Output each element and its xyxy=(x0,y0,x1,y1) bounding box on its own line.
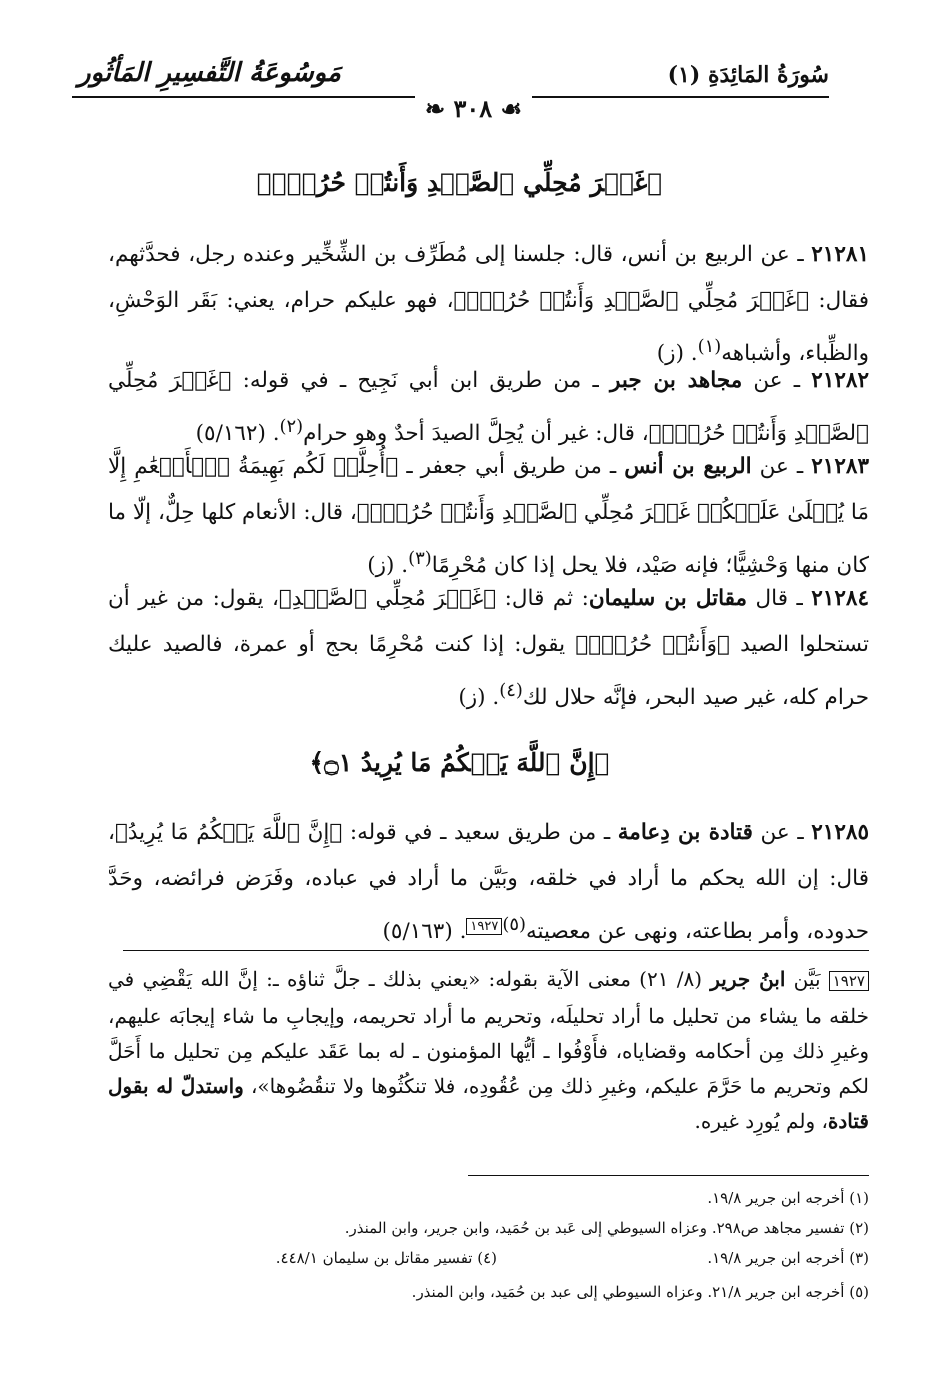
comment-reference-box: ١٩٢٧ xyxy=(466,918,502,935)
narration-21282 xyxy=(108,358,869,457)
narration-number: ٢١٢٨٣ xyxy=(811,454,869,479)
narration-text: ـ من طريق ابن أبي نَجِيح ـ في قوله: ﴿غَيۡرَ مُحِلِّي ٱلصَّيۡدِ وَأَنتُمۡ حُرُمٌۗ﴾، قال: غير أن يُحِلَّ الصيدَ أحدٌ وهو حرام xyxy=(108,368,869,447)
footnote-5: (٥) أخرجه ابن جرير ٢١/٨. وعزاه السيوطي إلى عبد بن حُمَيد، وابن المنذر. xyxy=(411,1283,869,1301)
commentary-number-box: ١٩٢٧ xyxy=(829,971,869,991)
narration-end: . (٥/١٦٣) xyxy=(382,919,467,945)
narration-end: . (ز) xyxy=(458,685,500,711)
narrator-name: قتادة بن دِعامة xyxy=(617,820,753,845)
commentary-text-3: ، ولم يُورِد غيره. xyxy=(694,1109,828,1133)
narration-text: ـ من طريق أبي جعفر ـ ﴿أُحِلَّتۡ لَكُم بَهِيمَةُ ٱلۡأَنۡعَٰمِ إِلَّا مَا يُتۡلَىٰ عَلَيۡكُمۡ غَيۡرَ مُحِلِّي ٱلصَّيۡدِ وَأَنتُمۡ حُرُمٌۗ﴾، قال: الأنعام كلها حِلٌّ، إلّا ما كان منها وَحْشِيًّا؛ فإنه صَيْد، فلا يحل إذا كان مُحْرِمًا xyxy=(108,454,869,579)
narration-text: ـ من طريق سعيد ـ في قوله: ﴿إِنَّ ٱللَّهَ يَحۡكُمُ مَا يُرِيدُ﴾، قال: إن الله يحكم ما أراد في خلقه، وبَيَّن ما أراد في عباده، وفَرَض فرائضه، وحَدَّ حدوده، وأمر بطاعته، ونهى عن معصيته xyxy=(108,820,869,945)
page-number: ❧ ٣٠٨ ☙ xyxy=(415,94,532,123)
footnote-3: (٣) أخرجه ابن جرير ١٩/٨. xyxy=(707,1249,869,1267)
narration-pre: ـ قال xyxy=(747,586,812,611)
narration-21284 xyxy=(108,576,869,721)
narration-number: ٢١٢٨٢ xyxy=(811,368,870,393)
narration-21281 xyxy=(108,232,869,377)
page-number-text: ٣٠٨ xyxy=(453,94,493,123)
narrator-name: الربيع بن أنس xyxy=(624,454,752,479)
narration-end: . (٥/١٦٢) xyxy=(195,421,280,447)
footnote-marker: (٣) xyxy=(408,548,432,569)
narrator-name: مجاهد بن جبر xyxy=(609,368,743,393)
narrator-name: مقاتل بن سليمان xyxy=(588,586,748,611)
verse-heading-1: ﴿غَيۡرَ مُحِلِّي ٱلصَّيۡدِ وَأَنتُمۡ حُرُمٌۗ﴾ xyxy=(256,168,663,197)
narration-pre: ـ عن xyxy=(751,454,812,479)
footnote-marker: (٢) xyxy=(279,416,304,437)
running-header-book-title: مَوسُوعَةُ التَّفسِيرِ المَأثُور xyxy=(78,58,341,88)
footnote-marker: (٤) xyxy=(499,680,523,701)
commentary-bold-text: واستدلّ له بقول قتادة xyxy=(108,1074,869,1133)
footnote-1: (١) أخرجه ابن جرير ١٩/٨. xyxy=(707,1189,869,1207)
narration-pre: ـ عن xyxy=(752,820,812,845)
narration-number: ٢١٢٨١ xyxy=(811,242,869,267)
narration-end: . (ز) xyxy=(367,553,409,579)
narration-21285 xyxy=(108,810,869,955)
footnote-marker: (٥) xyxy=(502,914,526,935)
narration-text: ـ عن الربيع بن أنس، قال: جلسنا إلى مُطَرِّف بن الشِّخِّير وعنده رجل، فحدَّثهم، فقال: ﴿غَيۡرَ مُحِلِّي ٱلصَّيۡدِ وَأَنتُمۡ حُرُمٌۗ﴾، فهو عليكم حرام، يعني: بَقَر الوَحْشِ، والظِّباء، وأشباهه xyxy=(108,242,869,367)
footnote-4: (٤) تفسير مقاتل بن سليمان ٤٤٨/١. xyxy=(275,1249,497,1267)
running-header-surah: سُورَةُ المَائِدَةِ (١) xyxy=(667,62,829,88)
narration-end: . (ز) xyxy=(656,341,698,367)
commentary xyxy=(108,962,869,1139)
narration-number: ٢١٢٨٥ xyxy=(811,820,869,845)
verse-heading-2: ﴿إِنَّ ٱللَّهَ يَحۡكُمُ مَا يُرِيدُ ۝١﴾ xyxy=(309,748,610,777)
narration-text: : ثم قال: ﴿غَيۡرَ مُحِلِّي ٱلصَّيۡدِ﴾، يقول: من غير أن تستحلوا الصيد ﴿وَأَنتُمۡ حُرُمٌۗ﴾ يقول: إذا كنت مُحْرِمًا بحج أو عمرة، فالصيد عليك حرام كله، غير صيد البحر، فإنَّه حلال لك xyxy=(108,586,869,711)
commentary-rule xyxy=(123,950,869,951)
narration-number: ٢١٢٨٤ xyxy=(811,586,869,611)
commentary-author: ابنُ جرير xyxy=(710,967,786,991)
footnote-marker: (١) xyxy=(697,336,722,357)
commentary-text-1: بَيَّن xyxy=(785,967,829,991)
narration-pre: ـ عن xyxy=(742,368,812,393)
page-number-wrap xyxy=(0,96,947,125)
narration-21283 xyxy=(108,444,869,589)
commentary-text-2: (٨/ ٢١) معنى الآية بقوله: «يعني بذلك ـ جلَّ ثناؤه ـ: إنَّ الله يَقْضِي في خلقه ما يشاء من تحليل ما أراد تحليلَه، وتحريم ما أراد تحريمه، وإيجابِ ما شاء إيجابَه عليهم، وغيرِ ذلك مِن أحكامه وقضاياه، فأَوْفُوا ـ أيُّها المؤمنون ـ له بما عَقَد عليكم مِن تحليل ما أَحَلَّ لكم وتحريم ما حَرَّمَ عليكم، وغيرِ ذلك مِن عُقُودِه، فلا تنكُثُوها ولا تنقُضُوها»، xyxy=(108,967,870,1098)
footnotes-rule xyxy=(468,1175,869,1176)
footnote-2: (٢) تفسير مجاهد ص٢٩٨. وعزاه السيوطي إلى عَبد بن حُمَيد، وابن جرير، وابن المنذر. xyxy=(344,1219,869,1237)
